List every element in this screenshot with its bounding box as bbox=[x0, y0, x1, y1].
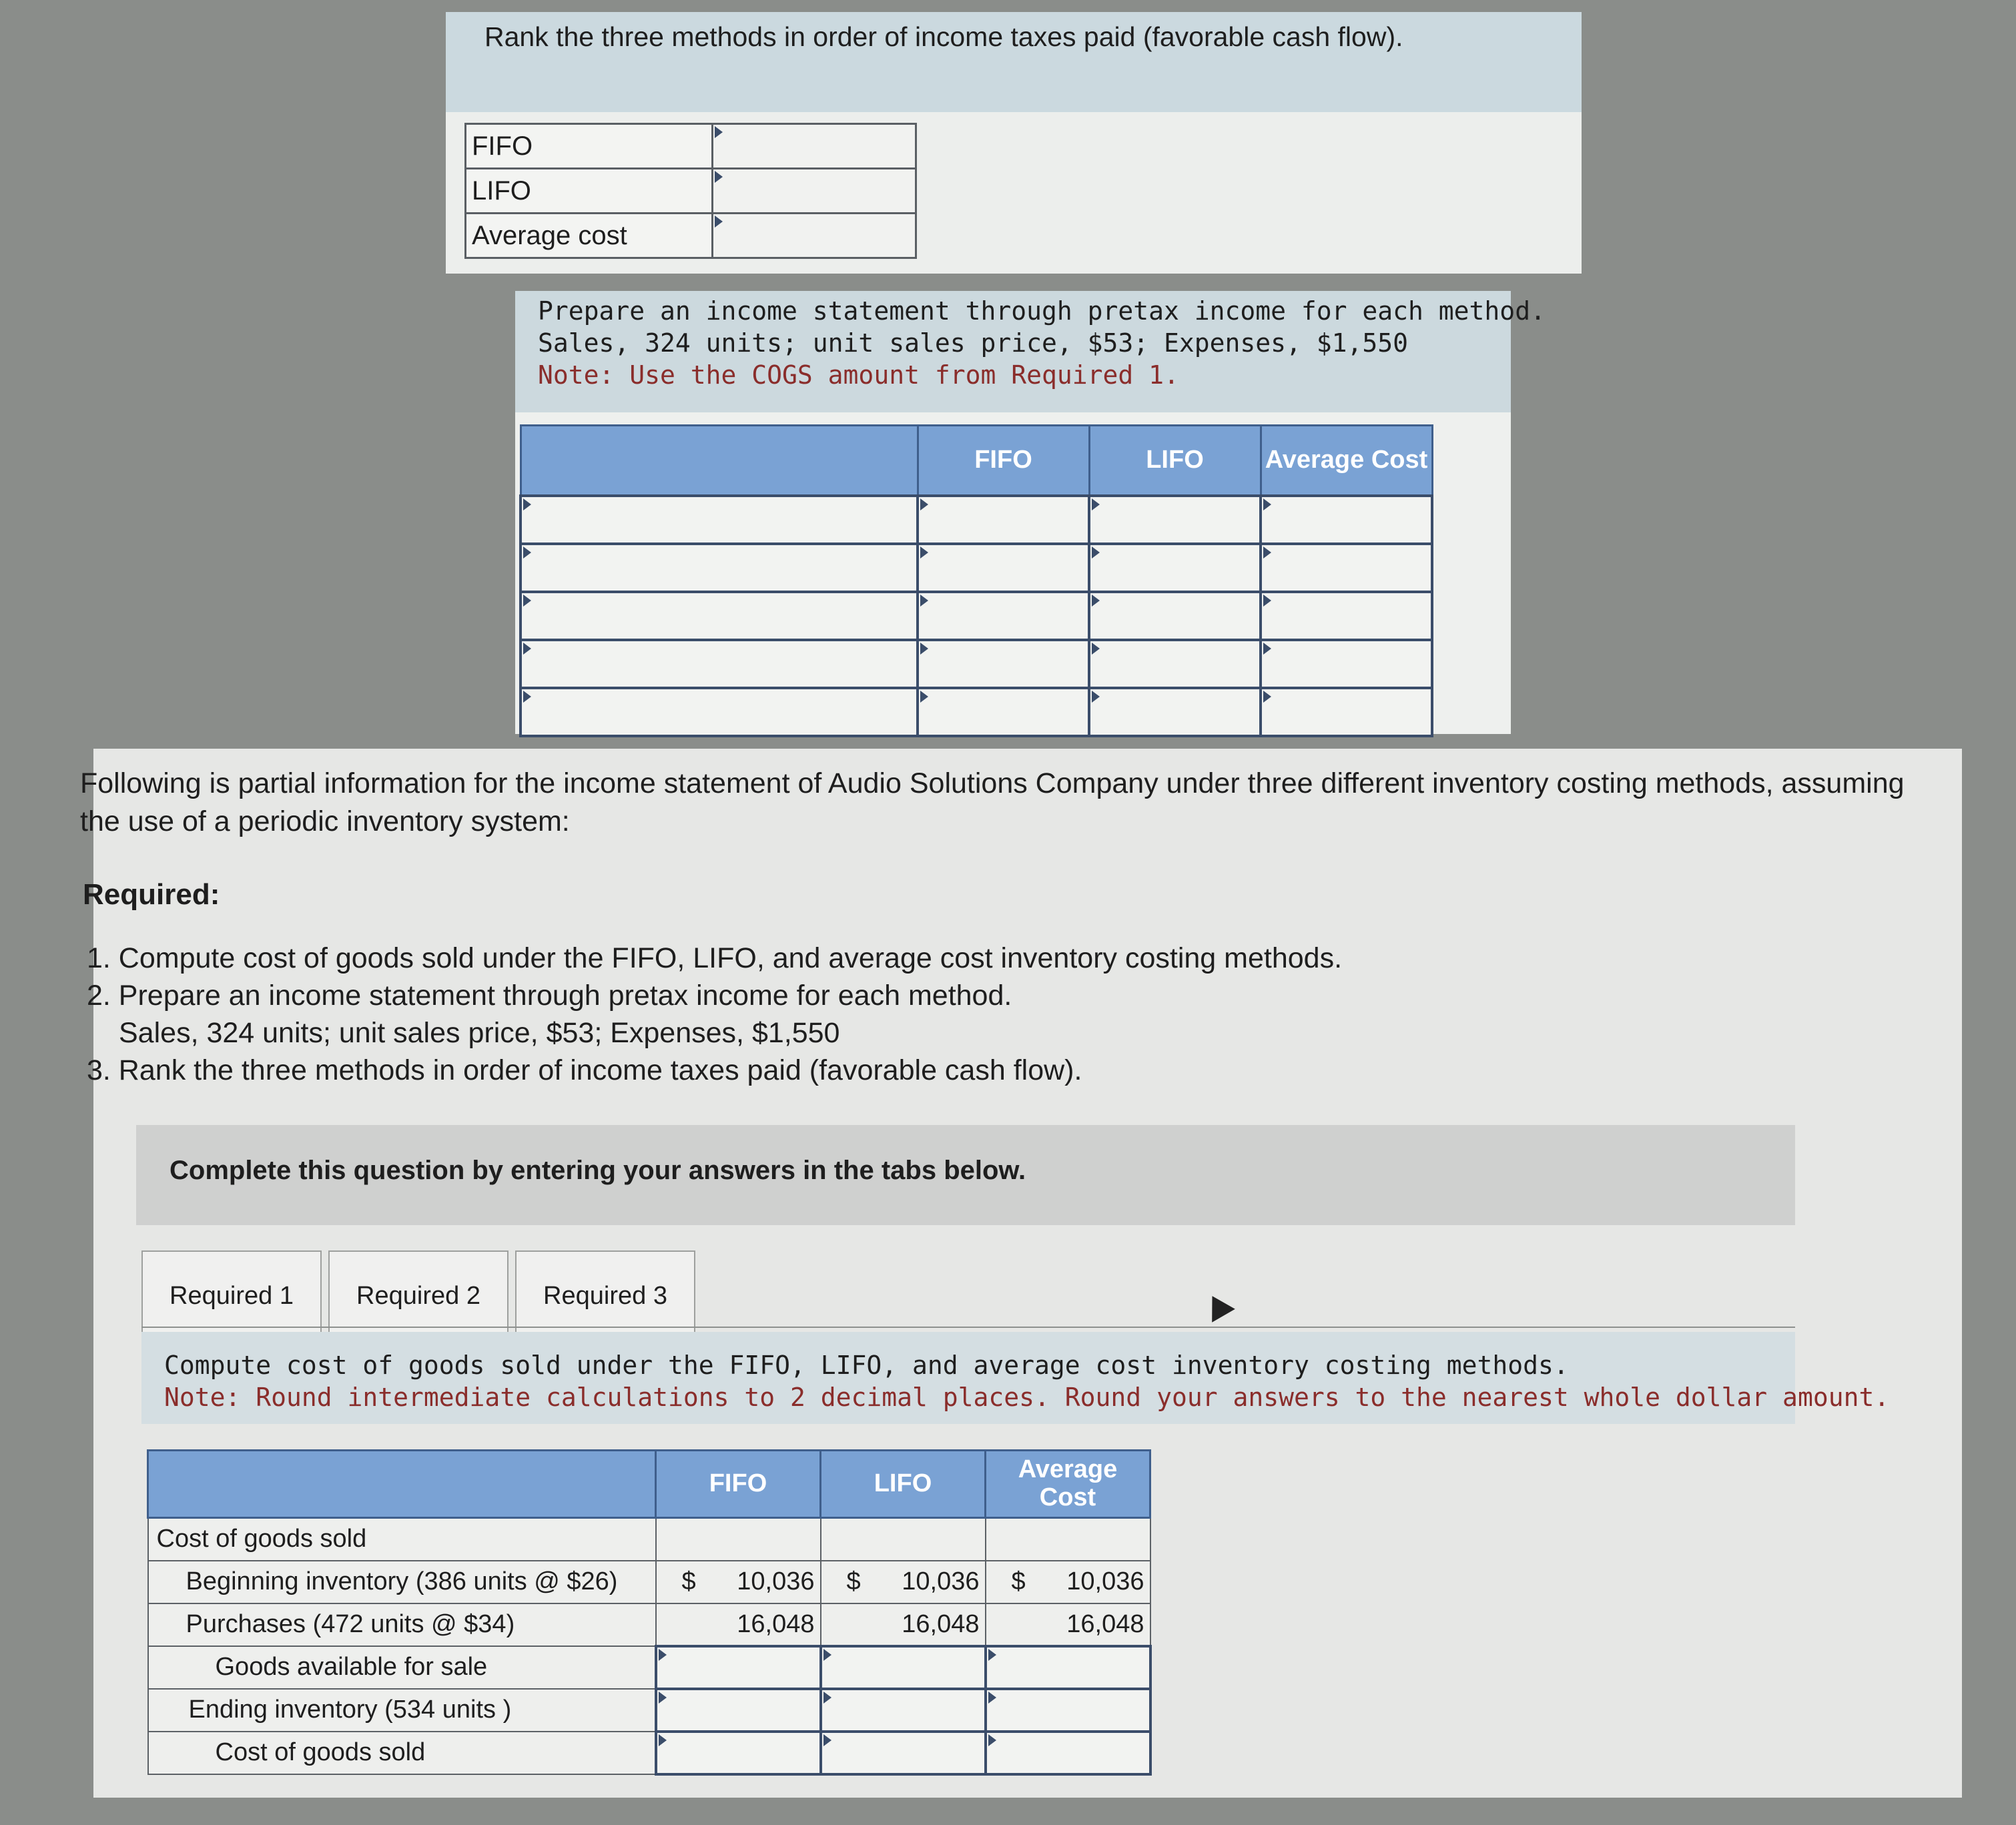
input-marker-icon bbox=[920, 546, 928, 559]
question-panel bbox=[80, 749, 1962, 1798]
tab-required-2[interactable]: Required 2 bbox=[328, 1250, 509, 1341]
income-statement-col-fifo: FIFO bbox=[918, 426, 1089, 496]
cogs-col-average: Average Cost bbox=[986, 1451, 1150, 1518]
rank-row-lifo bbox=[466, 169, 916, 214]
income-statement-label-select[interactable] bbox=[521, 688, 918, 736]
input-marker-icon bbox=[1092, 498, 1100, 510]
rank-select-fifo[interactable] bbox=[713, 124, 916, 169]
goods-available-lifo-input[interactable] bbox=[821, 1646, 986, 1689]
income-statement-label-select[interactable] bbox=[521, 640, 918, 688]
tab-divider bbox=[141, 1327, 1795, 1328]
input-marker-icon bbox=[1263, 643, 1271, 655]
income-statement-col-average: Average Cost bbox=[1261, 426, 1432, 496]
purchases-row bbox=[148, 1603, 1150, 1646]
purchases-lifo-value: 16,048 bbox=[821, 1603, 986, 1646]
beginning-inventory-row bbox=[148, 1561, 1150, 1603]
input-marker-icon bbox=[659, 1734, 667, 1746]
income-statement-row bbox=[521, 592, 1432, 640]
input-marker-icon bbox=[988, 1649, 996, 1661]
empty-cell bbox=[986, 1518, 1150, 1561]
currency-symbol: $ bbox=[1011, 1567, 1026, 1595]
purchases-fifo-value: 16,048 bbox=[656, 1603, 821, 1646]
income-statement-header bbox=[515, 291, 1546, 412]
input-marker-icon bbox=[920, 643, 928, 655]
income-statement-lifo-input[interactable] bbox=[1089, 688, 1261, 736]
rank-header bbox=[446, 12, 1582, 112]
input-marker-icon bbox=[920, 595, 928, 607]
instructions-banner bbox=[136, 1125, 1795, 1225]
income-statement-fifo-input[interactable] bbox=[918, 544, 1089, 592]
required-item-3: 3. Rank the three methods in order of income taxes paid (favorable cash flow). bbox=[87, 1054, 1082, 1086]
input-marker-icon bbox=[659, 1692, 667, 1704]
income-statement-col-lifo: LIFO bbox=[1089, 426, 1261, 496]
cogs-header-row bbox=[148, 1451, 1150, 1518]
intro-text: Following is partial information for the income statement of Audio Solutions Company under three different inventory costing methods, assuming the use of a periodic inventory system: bbox=[80, 767, 1905, 837]
rank-prompt: Rank the three methods in order of income taxes paid (favorable cash flow). bbox=[484, 21, 1403, 52]
cogs-total-label: Cost of goods sold bbox=[148, 1732, 656, 1774]
input-marker-icon bbox=[1092, 643, 1100, 655]
income-statement-lifo-input[interactable] bbox=[1089, 640, 1261, 688]
cogs-fifo-input[interactable] bbox=[656, 1732, 821, 1774]
income-statement-lifo-input[interactable] bbox=[1089, 496, 1261, 544]
required-item-2: 2. Prepare an income statement through pretax income for each method. bbox=[87, 980, 1012, 1012]
income-statement-fifo-input[interactable] bbox=[918, 592, 1089, 640]
income-statement-label-select[interactable] bbox=[521, 544, 918, 592]
income-statement-row bbox=[521, 640, 1432, 688]
tab-instructions bbox=[141, 1332, 1890, 1424]
income-statement-row bbox=[521, 688, 1432, 736]
rank-select-lifo[interactable] bbox=[713, 169, 916, 214]
beginning-inventory-label: Beginning inventory (386 units @ $26) bbox=[148, 1561, 656, 1603]
income-statement-header-row bbox=[521, 426, 1432, 496]
required-title: Required: bbox=[83, 878, 220, 911]
rank-row-average bbox=[466, 214, 916, 258]
required-item-1: 1. Compute cost of goods sold under the FIFO, LIFO, and average cost inventory costing methods. bbox=[87, 942, 1343, 974]
tab-instruction-note: Note: Round intermediate calculations to 2 decimal places. Round your answers to the nearest whole dollar amount. bbox=[164, 1383, 1890, 1412]
input-marker-icon bbox=[1092, 546, 1100, 559]
tab-instruction-line: Compute cost of goods sold under the FIFO, LIFO, and average cost inventory costing methods. bbox=[164, 1351, 1569, 1380]
dropdown-marker-icon bbox=[715, 216, 723, 228]
dropdown-marker-icon bbox=[523, 595, 531, 607]
dropdown-marker-icon bbox=[523, 691, 531, 703]
dropdown-marker-icon bbox=[523, 546, 531, 559]
ending-lifo-input[interactable] bbox=[821, 1689, 986, 1732]
input-marker-icon bbox=[920, 498, 928, 510]
dropdown-marker-icon bbox=[523, 498, 531, 510]
income-statement-average-input[interactable] bbox=[1261, 640, 1432, 688]
empty-cell bbox=[821, 1518, 986, 1561]
goods-available-row bbox=[148, 1646, 1150, 1689]
rank-label-lifo: LIFO bbox=[466, 169, 713, 214]
rank-row-fifo bbox=[466, 124, 916, 169]
input-marker-icon bbox=[988, 1734, 996, 1746]
income-statement-label-select[interactable] bbox=[521, 496, 918, 544]
purchases-label: Purchases (472 units @ $34) bbox=[148, 1603, 656, 1646]
income-statement-instruction: Prepare an income statement through pretax income for each method. bbox=[538, 296, 1546, 326]
input-marker-icon bbox=[1263, 691, 1271, 703]
beginning-lifo-cell bbox=[821, 1561, 986, 1603]
rank-panel bbox=[446, 12, 1582, 274]
goods-available-fifo-input[interactable] bbox=[656, 1646, 821, 1689]
dropdown-marker-icon bbox=[523, 643, 531, 655]
income-statement-row bbox=[521, 496, 1432, 544]
input-marker-icon bbox=[823, 1649, 831, 1661]
beginning-fifo-cell bbox=[656, 1561, 821, 1603]
cogs-section-row bbox=[148, 1518, 1150, 1561]
cogs-lifo-input[interactable] bbox=[821, 1732, 986, 1774]
empty-cell bbox=[656, 1518, 821, 1561]
beginning-fifo-value: 10,036 bbox=[737, 1567, 815, 1595]
cogs-average-input[interactable] bbox=[986, 1732, 1150, 1774]
rank-label-fifo: FIFO bbox=[466, 124, 713, 169]
banner-text: Complete this question by entering your answers in the tabs below. bbox=[170, 1156, 1026, 1185]
currency-symbol: $ bbox=[681, 1567, 696, 1595]
income-statement-fifo-input[interactable] bbox=[918, 688, 1089, 736]
beginning-lifo-value: 10,036 bbox=[902, 1567, 980, 1595]
input-marker-icon bbox=[823, 1734, 831, 1746]
income-statement-average-input[interactable] bbox=[1261, 592, 1432, 640]
input-marker-icon bbox=[659, 1649, 667, 1661]
purchases-average-value: 16,048 bbox=[986, 1603, 1150, 1646]
input-marker-icon bbox=[823, 1692, 831, 1704]
input-marker-icon bbox=[1092, 595, 1100, 607]
ending-average-input[interactable] bbox=[986, 1689, 1150, 1732]
input-marker-icon bbox=[1263, 546, 1271, 559]
tab-required-3[interactable]: Required 3 bbox=[515, 1250, 695, 1341]
input-marker-icon bbox=[988, 1692, 996, 1704]
income-statement-label-select[interactable] bbox=[521, 592, 918, 640]
required-item-2-sub: Sales, 324 units; unit sales price, $53; Expenses, $1,550 bbox=[119, 1017, 840, 1049]
required-list bbox=[87, 940, 1342, 1089]
income-statement-table bbox=[519, 424, 1433, 737]
goods-available-label: Goods available for sale bbox=[148, 1646, 656, 1689]
cogs-col-fifo: FIFO bbox=[656, 1451, 821, 1518]
income-statement-average-input[interactable] bbox=[1261, 688, 1432, 736]
dropdown-marker-icon bbox=[715, 171, 723, 183]
cogs-table bbox=[147, 1449, 1152, 1776]
cogs-blank-header bbox=[148, 1451, 656, 1518]
income-statement-fifo-input[interactable] bbox=[918, 496, 1089, 544]
income-statement-row bbox=[521, 544, 1432, 592]
income-statement-average-input[interactable] bbox=[1261, 544, 1432, 592]
input-marker-icon bbox=[1263, 498, 1271, 510]
income-statement-lifo-input[interactable] bbox=[1089, 544, 1261, 592]
ending-inventory-row bbox=[148, 1689, 1150, 1732]
tab-required-1[interactable]: Required 1 bbox=[141, 1250, 322, 1341]
goods-available-average-input[interactable] bbox=[986, 1646, 1150, 1689]
ending-inventory-label: Ending inventory (534 units ) bbox=[148, 1689, 656, 1732]
rank-select-average[interactable] bbox=[713, 214, 916, 258]
rank-table bbox=[464, 123, 917, 259]
income-statement-sales-info: Sales, 324 units; unit sales price, $53; Expenses, $1,550 bbox=[538, 328, 1409, 358]
beginning-average-value: 10,036 bbox=[1066, 1567, 1144, 1595]
cogs-total-row bbox=[148, 1732, 1150, 1774]
input-marker-icon bbox=[1263, 595, 1271, 607]
cogs-col-lifo: LIFO bbox=[821, 1451, 986, 1518]
ending-fifo-input[interactable] bbox=[656, 1689, 821, 1732]
rank-label-average: Average cost bbox=[466, 214, 713, 258]
income-statement-average-input[interactable] bbox=[1261, 496, 1432, 544]
beginning-average-cell bbox=[986, 1561, 1150, 1603]
input-marker-icon bbox=[920, 691, 928, 703]
income-statement-panel bbox=[515, 291, 1546, 734]
income-statement-fifo-input[interactable] bbox=[918, 640, 1089, 688]
income-statement-blank-header bbox=[521, 426, 918, 496]
cogs-section-label: Cost of goods sold bbox=[148, 1518, 656, 1561]
input-marker-icon bbox=[1092, 691, 1100, 703]
dropdown-marker-icon bbox=[715, 126, 723, 138]
income-statement-lifo-input[interactable] bbox=[1089, 592, 1261, 640]
currency-symbol: $ bbox=[846, 1567, 861, 1595]
income-statement-note: Note: Use the COGS amount from Required 1. bbox=[538, 360, 1179, 390]
